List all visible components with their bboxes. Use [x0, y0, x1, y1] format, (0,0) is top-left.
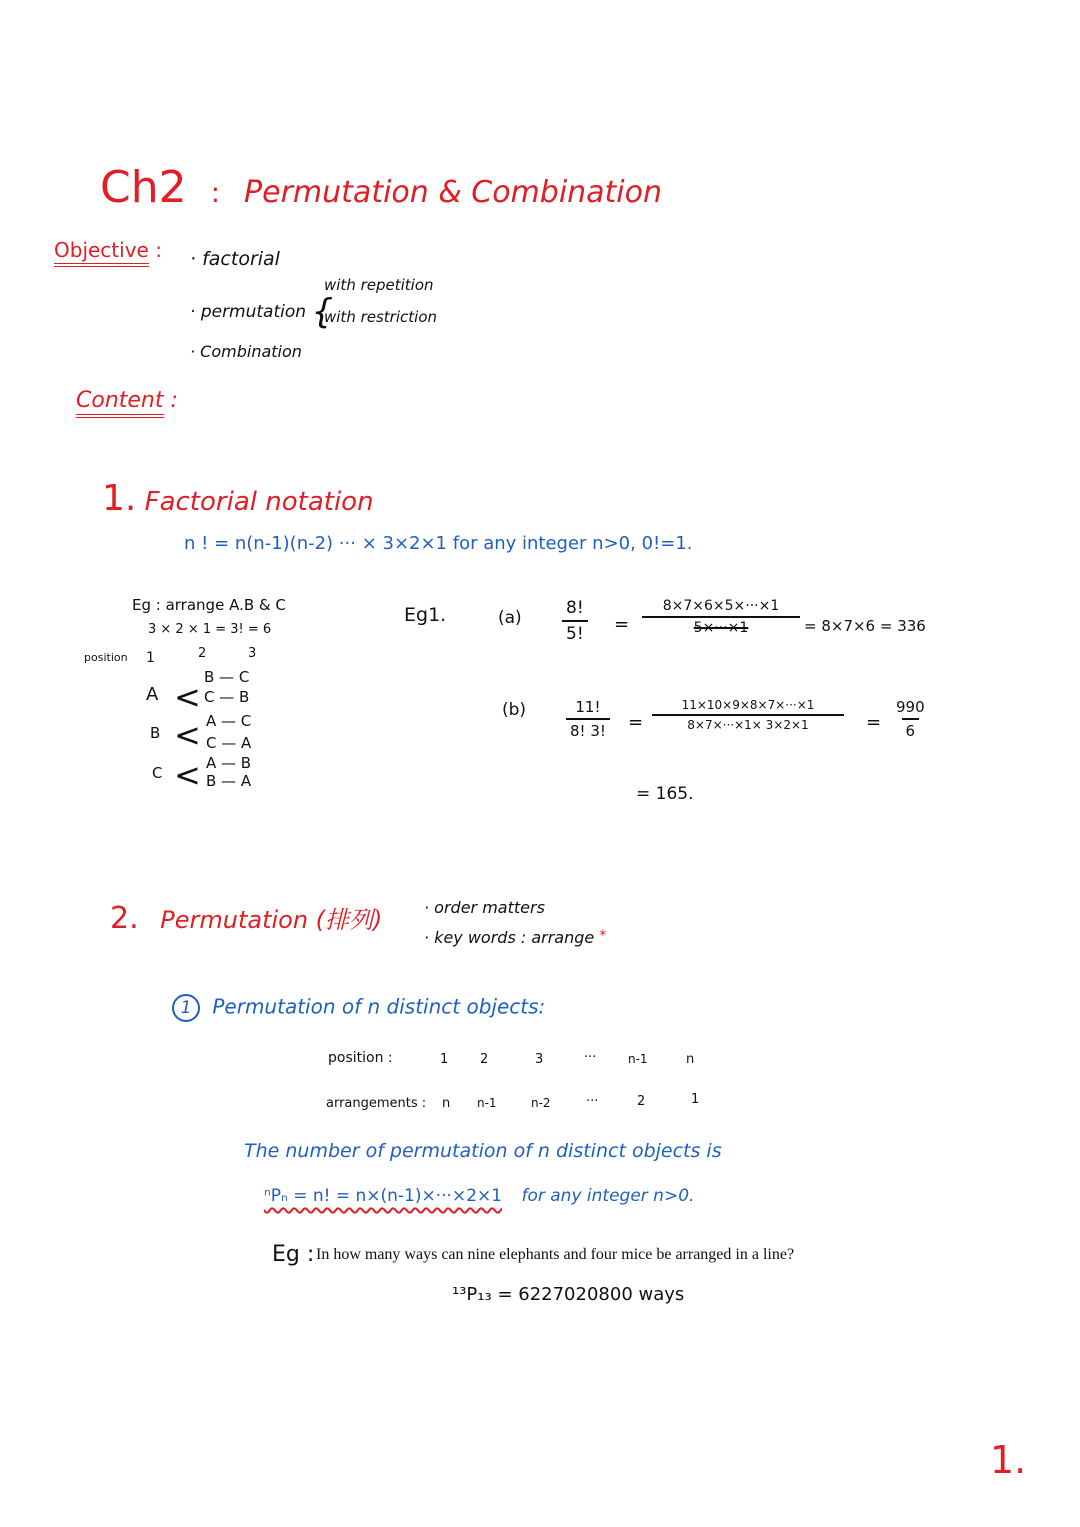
eg1-a-result: = 8×7×6 = 336: [804, 617, 926, 635]
tree-root: B: [150, 724, 161, 742]
fraction-numerator: 990: [896, 698, 925, 716]
section-2-note-2: [424, 928, 606, 947]
objective-bullet-text: permutation: [200, 302, 307, 322]
permutation-formula-tail: for any integer n>0.: [521, 1186, 695, 1206]
tree-branch: A — B: [206, 754, 252, 772]
section-1-number: 1.: [102, 478, 137, 519]
objective-label-text: Objective: [54, 238, 149, 267]
arrangement-value: n-1: [477, 1096, 497, 1110]
circled-number-icon: 1: [172, 994, 200, 1022]
chapter-name: Permutation & Combination: [244, 175, 663, 210]
section-2-note-text: · key words : arrange: [424, 928, 595, 947]
eg1-b-eq: =: [628, 712, 644, 733]
section-1-title: Factorial notation: [144, 487, 374, 517]
title-colon: :: [210, 176, 221, 209]
objective-bullet-text: factorial: [202, 248, 280, 270]
tree-example-intro: Eg : arrange A.B & C: [132, 596, 286, 614]
objective-bullet-3: · Combination: [190, 342, 302, 361]
eg1-a-mid: [642, 598, 800, 636]
eg2-label: Eg :: [272, 1242, 315, 1267]
tree-position-2: 2: [198, 646, 207, 661]
eg1-b-label: (b): [502, 700, 527, 720]
eg1-b-lhs: [566, 698, 610, 740]
fraction-numerator: 8!: [566, 598, 584, 618]
tree-fork-icon: <: [174, 716, 201, 754]
tree-branch: C — A: [206, 734, 252, 752]
arrangement-value: n-2: [531, 1096, 551, 1110]
page-number: 1.: [990, 1438, 1027, 1482]
subsection-1-heading: [172, 994, 545, 1022]
arrangement-value: 1: [691, 1092, 700, 1107]
section-2-number: 2.: [110, 901, 139, 936]
section-2-title: Permutation (排列): [160, 906, 383, 934]
fraction-numerator: 11×10×9×8×7×···×1: [681, 698, 815, 712]
arrangements-label: arrangements :: [326, 1096, 427, 1111]
eg1-b-mid: [652, 698, 844, 732]
star-icon: *: [599, 928, 607, 944]
fraction-denominator: 8×7×···×1× 3×2×1: [652, 714, 844, 732]
tree-root: A: [146, 684, 159, 705]
permutation-statement: The number of permutation of n distinct objects is: [244, 1140, 722, 1162]
objective-bullet-2: · permutation {: [190, 292, 334, 332]
position-value: n: [686, 1052, 695, 1067]
fraction-denominator: 5!: [562, 620, 588, 644]
arrangement-value: 2: [637, 1094, 646, 1109]
position-value: 3: [535, 1052, 544, 1067]
eg1-b-final: = 165.: [636, 784, 694, 804]
permutation-sub-2: with restriction: [324, 308, 437, 326]
tree-branch: A — C: [206, 712, 252, 730]
position-value: 2: [480, 1052, 489, 1067]
section-2-heading: [110, 900, 382, 936]
fraction-denominator: 6: [902, 718, 920, 740]
eg1-a-lhs: [562, 598, 588, 644]
fraction-numerator: 11!: [575, 698, 601, 716]
tree-position-3: 3: [248, 646, 257, 661]
tree-branch: B — A: [206, 772, 252, 790]
objective-bullet-1: · factorial: [190, 248, 280, 270]
chapter-title: [100, 162, 662, 213]
brace: {: [311, 292, 334, 332]
arrangement-value: n: [442, 1096, 451, 1111]
content-colon: :: [170, 388, 178, 413]
permutation-formula: [264, 1186, 694, 1206]
eg2-answer: ¹³P₁₃ = 6227020800 ways: [452, 1284, 685, 1305]
permutation-sub-1: with repetition: [324, 276, 434, 294]
content-label: [76, 388, 178, 413]
eg1-b-result: [892, 698, 929, 740]
chapter-number: Ch2: [100, 162, 187, 213]
tree-example-product: 3 × 2 × 1 = 3! = 6: [148, 622, 272, 637]
eg1-a-eq: =: [614, 614, 630, 635]
eg1-a-label: (a): [498, 608, 522, 628]
position-value: ···: [584, 1050, 597, 1065]
section-2-note-1: · order matters: [424, 898, 545, 917]
eg2-question: In how many ways can nine elephants and four mice be arranged in a line?: [316, 1246, 795, 1263]
tree-branch: C — B: [204, 688, 250, 706]
arrangement-value: ···: [586, 1094, 599, 1109]
eg1-b-eq2: =: [866, 712, 882, 733]
eg1-label: Eg1.: [404, 604, 447, 626]
fraction-numerator: 8×7×6×5×···×1: [662, 598, 780, 614]
factorial-formula: n ! = n(n-1)(n-2) ··· × 3×2×1 for any integer n>0, 0!=1.: [184, 533, 693, 554]
tree-position-1: 1: [146, 650, 155, 666]
objective-bullet-text: Combination: [200, 342, 302, 361]
tree-root: C: [152, 764, 163, 782]
position-label: position :: [328, 1050, 393, 1066]
content-label-text: Content: [76, 388, 164, 418]
tree-position-label: position: [84, 651, 128, 664]
fraction-denominator: 5×···×1: [642, 616, 800, 636]
permutation-formula-main: ⁿPₙ = n! = n×(n-1)×···×2×1: [264, 1186, 503, 1206]
objective-colon: :: [155, 238, 162, 262]
section-1-heading: [102, 478, 374, 519]
position-value: n-1: [628, 1052, 648, 1066]
subsection-1-title: Permutation of n distinct objects:: [212, 994, 546, 1019]
position-value: 1: [440, 1052, 449, 1067]
tree-branch: B — C: [204, 668, 250, 686]
tree-fork-icon: <: [174, 678, 201, 716]
objective-label: [54, 238, 162, 262]
fraction-denominator: 8! 3!: [566, 718, 610, 740]
tree-fork-icon: <: [174, 756, 201, 794]
